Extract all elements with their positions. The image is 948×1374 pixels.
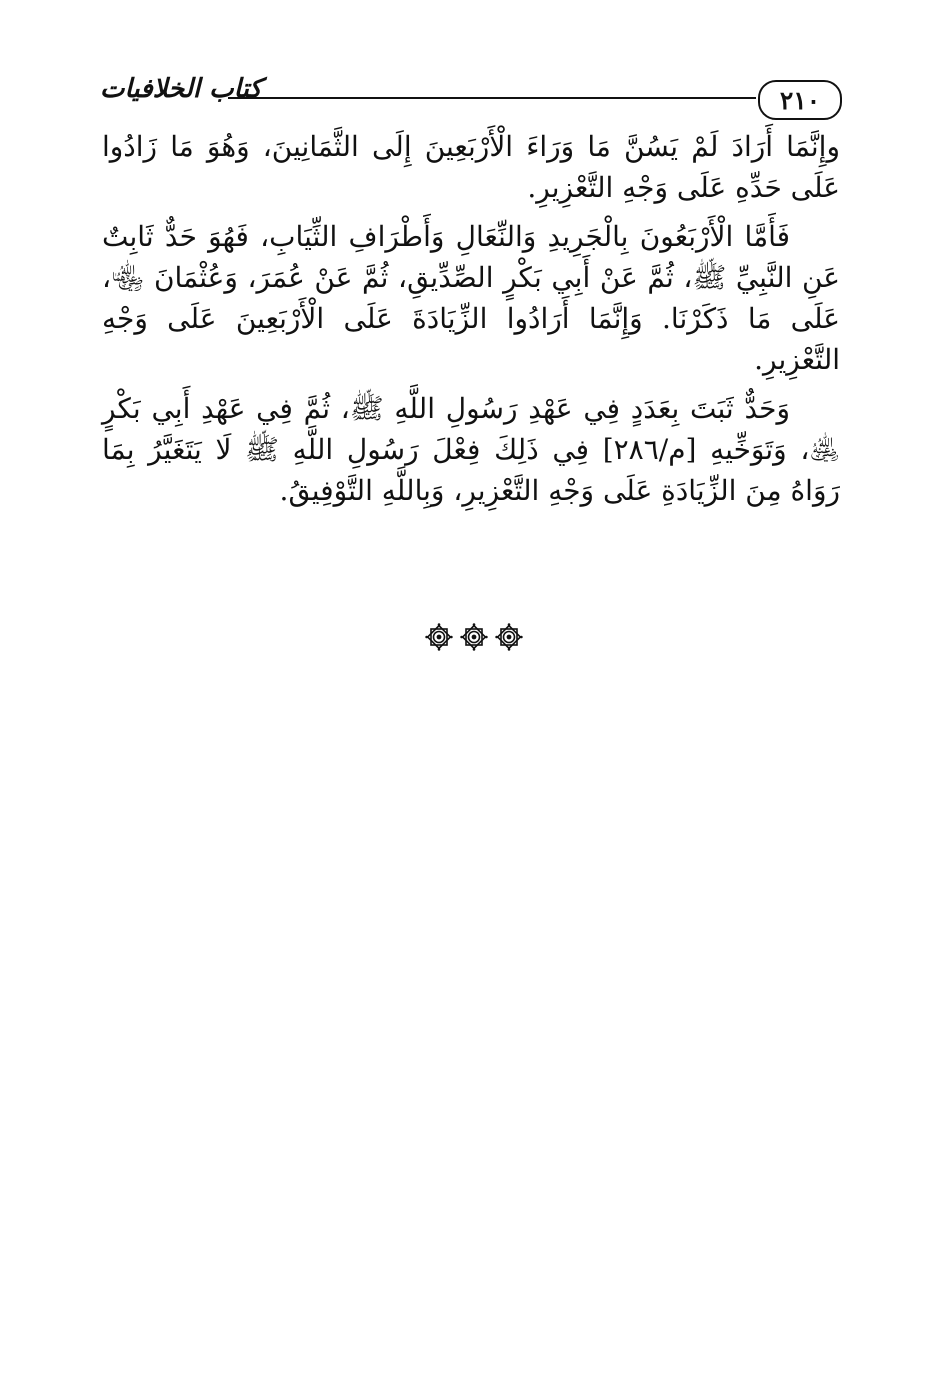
- paragraph-3: وَحَدٌّ ثَبَتَ بِعَدَدٍ فِي عَهْدِ رَسُولِ اللَّهِ ﷺ، ثُمَّ فِي عَهْدِ أَبِي بَكْرٍ ﵁، وَتَوَخِّيهِ [م/٢٨٦] فِي ذَلِكَ فِعْلَ رَسُولِ اللَّهِ ﷺ لَا يَتَغَيَّرُ بِمَا رَوَاهُ مِنَ الزِّيَادَةِ عَلَى وَجْهِ التَّعْزِيرِ، وَبِاللَّهِ التَّوْفِيقُ.: [102, 392, 840, 507]
- page-header: [100, 70, 842, 124]
- octagram-flower-icon: [494, 622, 524, 652]
- octagram-flower-icon: [424, 622, 454, 652]
- octagram-flower-icon: [459, 622, 489, 652]
- main-text: [102, 126, 840, 519]
- header-rule: [228, 97, 756, 99]
- paragraph-2: فَأَمَّا الْأَرْبَعُونَ بِالْجَرِيدِ وَالنِّعَالِ وَأَطْرَافِ الثِّيَابِ، فَهُوَ حَدٌّ ثَابِتٌ عَنِ النَّبِيِّ ﷺ، ثُمَّ عَنْ أَبِي بَكْرٍ الصِّدِّيقِ، ثُمَّ عَنْ عُمَرَ، وَعُثْمَانَ ﵄، عَلَى مَا ذَكَرْنَا. وَإِنَّمَا أَرَادُوا الزِّيَادَةَ عَلَى الْأَرْبَعِينَ عَلَى وَجْهِ التَّعْزِيرِ.: [102, 220, 840, 376]
- section-end-ornaments: [0, 622, 948, 652]
- paragraph-1: وإِنَّمَا أَرَادَ لَمْ يَسُنَّ مَا وَرَاءَ الْأَرْبَعِينَ إِلَى الثَّمَانِينَ، وَهُوَ مَا زَادُوا عَلَى حَدِّهِ عَلَى وَجْهِ التَّعْزِيرِ.: [102, 130, 840, 204]
- book-title: كتاب الخلافيات: [100, 74, 262, 104]
- page-number: ٢١٠: [758, 80, 842, 120]
